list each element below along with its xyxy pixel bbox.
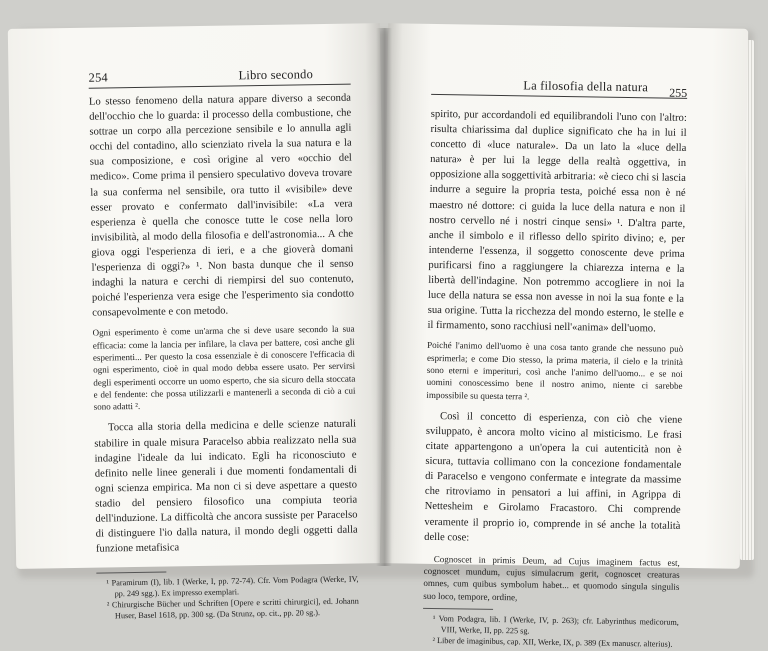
left-body-2	[94, 417, 358, 557]
left-quote-text: Ogni esperimento è come un'arma che si deve usare secondo la sua efficacia: come la lancia per infilare, la clava per battere, così anche gli esperimenti... Per questo la cosa essenziale è di conoscere l'efficacia di ogni esperimento, cioè in qual modo debba essere usato. Per servirsi degli esperimenti occorre un uomo esperto, che sia sicuro della stoccata e del fendente: che possa utilizzarli e mantenerli a seconda di ciò a cui sono adatti ².	[92, 323, 356, 412]
left-paragraph-2: Tocca alla storia della medicina e delle scienze naturali stabilire in quale misura Paracelso abbia realizzato nella sua indagine l'ideale da lui indicato. Egli ha riconosciuto e definito nelle linee generali i due momenti fondamentali di ogni scienza empirica. Ma non ci si deve aspettare a questo stadio del pensiero filosofico una compiuta teoria dell'induzione. La difficoltà che ancora sussiste per Paracelso di distinguere l'io dalla natura, il mondo degli oggetti dalla funzione metafisica	[94, 419, 358, 555]
right-footnote-2: ² Liber de imaginibus, cap. XII, Werke, IX, p. 389 (Ex manuscr. alterius).	[432, 635, 673, 649]
right-page	[380, 23, 748, 649]
right-page-number: 255	[669, 85, 688, 100]
book-gutter	[376, 28, 392, 566]
right-block-quote	[426, 339, 683, 404]
right-latin-text: Cognoscet in primis Deum, ad Cujus imaginem factus est, cognoscet mundum, cujus simulacrum gerit, cognoscet creaturas omnes, cum quibus symbolum habet... et quomodo singula singulis suo loco, tempore, ordine,	[423, 553, 680, 602]
left-page-number: 254	[88, 70, 109, 85]
right-footnotes	[422, 613, 678, 650]
right-paragraph-1: spirito, pur accordandoli ed equilibrandoli l'uno con l'altro: risulta chiarissima dal duplice significato che ha in lui il concetto di «luce naturale». Da un lato la «luce della natura» è per lui la legge della realtà oggettiva, in opposizione alla soggettività arbitraria: «è cieco chi si lascia indurre a seguire la propria testa, poiché essa non è né maestro né dottore: ci guida la luce della natura e non il nostro cervello né i nostri cinque sensi» ¹. D'altra parte, anche il simbolo e il riflesso dello spirito divino; e, per intenderne l'essenza, il soggetto conoscente deve prima purificarsi fino a raggiungere la chiarezza interna e la libertà dell'indagine. Non potremmo accogliere in noi la luce della natura se essa non avesse in noi la sua fonte e la sua origine. Tutta la ricchezza del mondo esterno, le stelle e il firmamento, sono racchiusi nell'«anima» dell'uomo.	[427, 108, 687, 335]
right-latin-quote	[423, 553, 680, 606]
left-footnote-1: ¹ Paramirum (I), lib. I (Werke, I, pp. 72-74). Cfr. Vom Podagra (Werke, IV, pp. 249 sgg.). Ex impresso exemplari.	[106, 574, 359, 599]
right-page-header	[431, 78, 687, 99]
left-footnotes	[96, 574, 359, 622]
left-block-quote	[92, 323, 355, 413]
left-page-header	[88, 68, 350, 89]
left-page	[8, 23, 388, 621]
right-footnote-1: ¹ Vom Podagra, lib. I (Werke, IV, p. 263); cfr. Labyrinthus medicorum, VIII, Werke, II, pp. 225 sg.	[432, 613, 679, 636]
left-paragraph-1: Lo stesso fenomeno della natura appare diverso a seconda dell'occhio che lo guarda: il processo della combustione, che sottrae un corpo alla percezione sensibile e lo annulla agli occhi del contadino, allo scienziato rivela la sua natura e la sua composizione, e così origine al vero «occhio del medico». Come prima il pensiero speculativo doveva trovare la sua conferma nel sensibile, ora tutto il «visibile» deve esser provato e confermato dall'invisibile: «La vera esperienza è quella che conosce tutte le cose nella loro invisibilità, al modo della filosofia e dell'astronomia... A che giova oggi l'esperienza di ieri, e a che gioverà domani l'esperienza di oggi?» ¹. Non basta dunque che il senso indaghi la natura e cerchi di riempirsi del suo contenuto, poiché l'esperienza vera esige che l'esperimento sia condotto consapevolmente e con metodo.	[88, 92, 355, 319]
right-body-2	[424, 409, 682, 549]
right-paragraph-2: Così il concetto di esperienza, con ciò che viene sviluppato, è ancora molto vicino al misticismo. Le frasi citate appartengono a un'opera la cui autenticità non è sicura, tuttavia collimano con la concezione fondamentale di Paracelso e vengono confermate e integrate da massime che ritroviamo in pensatori a lui affini, in Agrippa di Nettesheim e Girolamo Fracastoro. Chi comprende veramente il proprio io, comprende in sé anche la totalità delle cose:	[424, 410, 683, 544]
right-running-head: La filosofia della natura	[523, 78, 649, 95]
right-footnote-rule	[423, 608, 493, 610]
left-footnote-2: ² Chirurgische Bücher und Schriften [Opere e scritti chirurgici], ed. Johann Huser, Basel 1618, pp. 300 sg. (Da Strunz, op. cit., pp. 20 sg.).	[106, 596, 359, 621]
right-quote-text: Poiché l'animo dell'uomo è una cosa tanto grande che nessuno può esprimerla; e come Dio stesso, la prima materia, il cielo e la trinità sono eterni e imperituri, così anche l'animo dell'uomo... e se noi uomini conoscessimo bene il nostro animo, niente ci sarebbe impossibile su questa terra ².	[426, 340, 684, 402]
left-running-head: Libro secondo	[238, 67, 314, 83]
right-body	[427, 107, 687, 337]
left-body	[89, 91, 355, 321]
